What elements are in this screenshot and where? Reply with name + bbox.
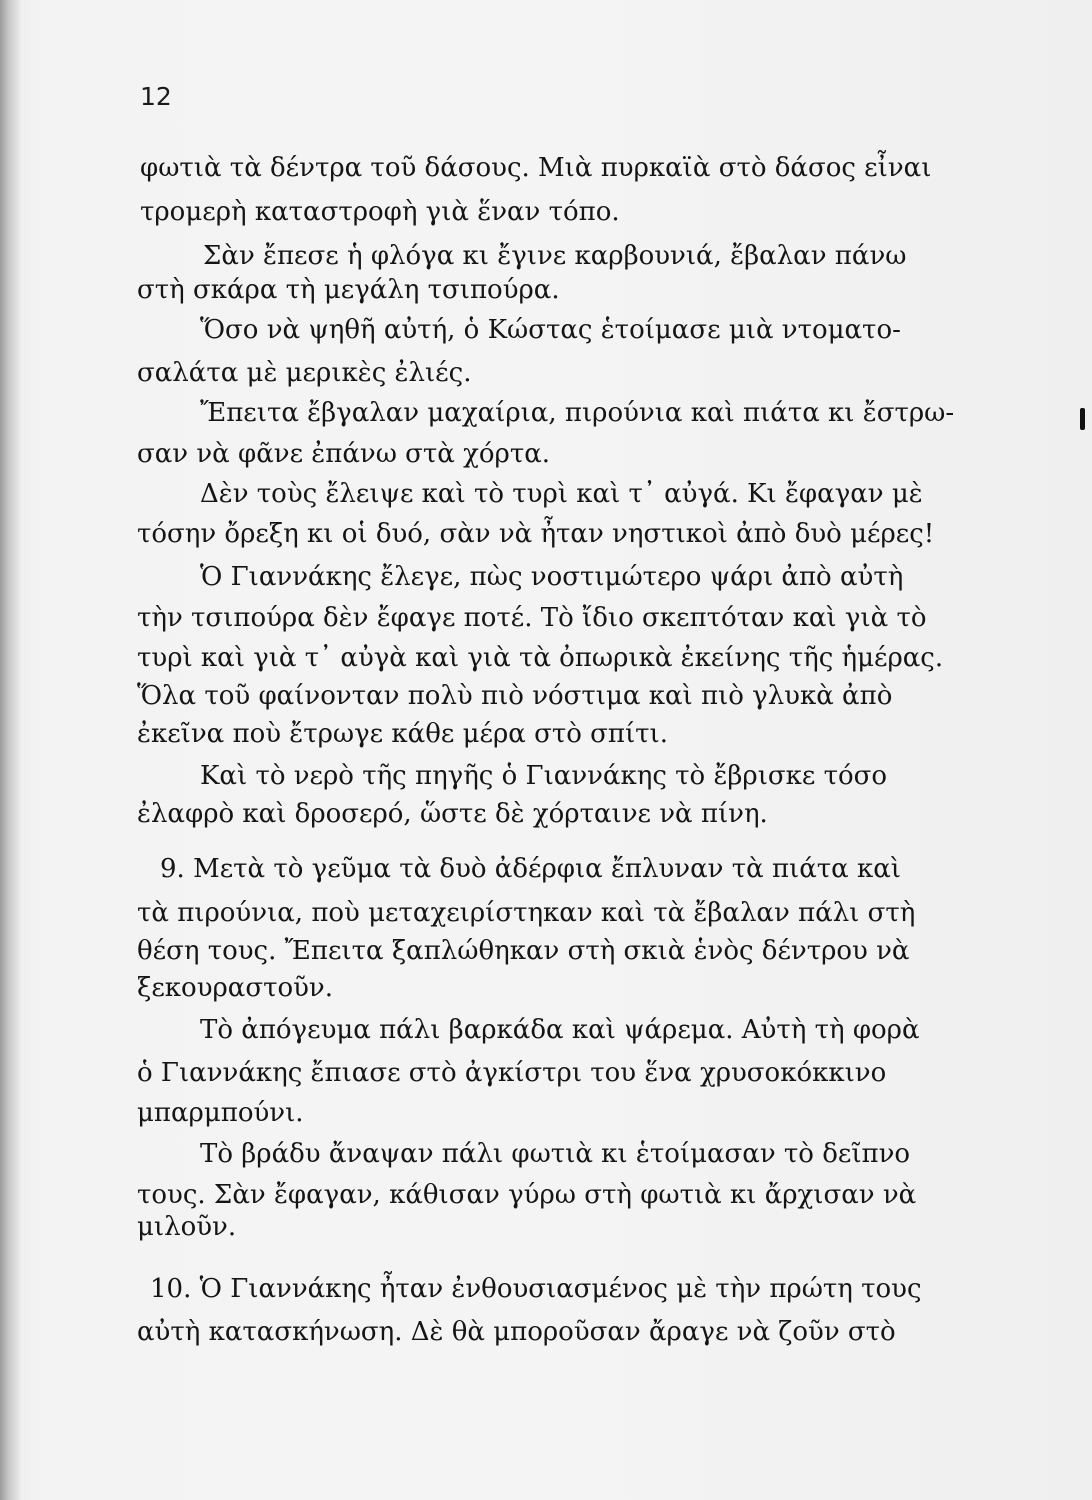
text-line: αὐτὴ κατασκήνωση. Δὲ θὰ μποροῦσαν ἄραγε νὰ ζοῦν στὸ [137, 1317, 896, 1347]
text-line: φωτιὰ τὰ δέντρα τοῦ δάσους. Μιὰ πυρκαϊὰ στὸ δάσος εἶναι [140, 153, 932, 183]
text-line: ἐκεῖνα ποὺ ἔτρωγε κάθε μέρα στὸ σπίτι. [137, 719, 668, 749]
text-line: σαν νὰ φᾶνε ἐπάνω στὰ χόρτα. [137, 439, 551, 469]
text-line: θέση τους. Ἔπειτα ξαπλώθηκαν στὴ σκιὰ ἑνὸς δέντρου νὰ [137, 936, 910, 966]
text-line: Καὶ τὸ νερὸ τῆς πηγῆς ὁ Γιαννάκης τὸ ἔβρισκε τόσο [200, 761, 888, 791]
text-line: τὰ πιρούνια, ποὺ μεταχειρίστηκαν καὶ τὰ ἔβαλαν πάλι στὴ [137, 898, 916, 928]
text-line: τυρὶ καὶ γιὰ τ᾿ αὐγὰ καὶ γιὰ τὰ ὀπωρικὰ ἐκείνης τῆς ἡμέρας. [137, 643, 944, 673]
text-line: τρομερὴ καταστροφὴ γιὰ ἕναν τόπο. [140, 197, 620, 227]
text-line: Ἔπειτα ἔβγαλαν μαχαίρια, πιρούνια καὶ πιάτα κι ἔστρω- [200, 398, 955, 428]
text-line: μιλοῦν. [137, 1212, 237, 1242]
page-number: 12 [140, 82, 172, 111]
text-line: Τὸ ἀπόγευμα πάλι βαρκάδα καὶ ψάρεμα. Αὐτὴ τὴ φορὰ [200, 1015, 920, 1045]
text-line: Ὁ Γιαννάκης ἔλεγε, πὼς νοστιμώτερο ψάρι ἀπὸ αὐτὴ [200, 562, 904, 592]
text-line: 9. Μετὰ τὸ γεῦμα τὰ δυὸ ἀδέρφια ἔπλυναν τὰ πιάτα καὶ [160, 854, 901, 884]
text-line: τόσην ὄρεξη κι οἱ δυό, σὰν νὰ ἦταν νηστικοὶ ἀπὸ δυὸ μέρες! [137, 519, 935, 549]
text-line: ὁ Γιαννάκης ἔπιασε στὸ ἀγκίστρι του ἕνα χρυσοκόκκινο [137, 1058, 887, 1088]
text-line: μπαρμπούνι. [137, 1098, 304, 1128]
text-line: Σὰν ἔπεσε ἡ φλόγα κι ἔγινε καρβουνιά, ἔβαλαν πάνω [203, 241, 907, 271]
text-line: Τὸ βράδυ ἄναψαν πάλι φωτιὰ κι ἑτοίμασαν τὸ δεῖπνο [200, 1139, 911, 1169]
text-line: τὴν τσιπούρα δὲν ἔφαγε ποτέ. Τὸ ἴδιο σκεπτόταν καὶ γιὰ τὸ [137, 603, 927, 633]
text-line: ἐλαφρὸ καὶ δροσερό, ὥστε δὲ χόρταινε νὰ πίνη. [137, 799, 768, 829]
text-line: Δὲν τοὺς ἔλειψε καὶ τὸ τυρὶ καὶ τ᾿ αὐγά. Κι ἔφαγαν μὲ [200, 479, 923, 509]
text-line: σαλάτα μὲ μερικὲς ἐλιές. [137, 358, 472, 388]
text-line: Ὅσο νὰ ψηθῆ αὐτή, ὁ Κώστας ἑτοίμασε μιὰ ντοματο- [200, 315, 901, 345]
text-line: 10. Ὁ Γιαννάκης ἦταν ἐνθουσιασμένος μὲ τὴν πρώτη τους [150, 1274, 922, 1304]
text-line: στὴ σκάρα τὴ μεγάλη τσιπούρα. [137, 275, 560, 305]
text-line: ξεκουραστοῦν. [137, 973, 334, 1003]
text-line: τους. Σὰν ἔφαγαν, κάθισαν γύρω στὴ φωτιὰ κι ἄρχισαν νὰ [137, 1180, 917, 1210]
text-line: Ὅλα τοῦ φαίνονταν πολὺ πιὸ νόστιμα καὶ πιὸ γλυκὰ ἀπὸ [137, 681, 893, 711]
